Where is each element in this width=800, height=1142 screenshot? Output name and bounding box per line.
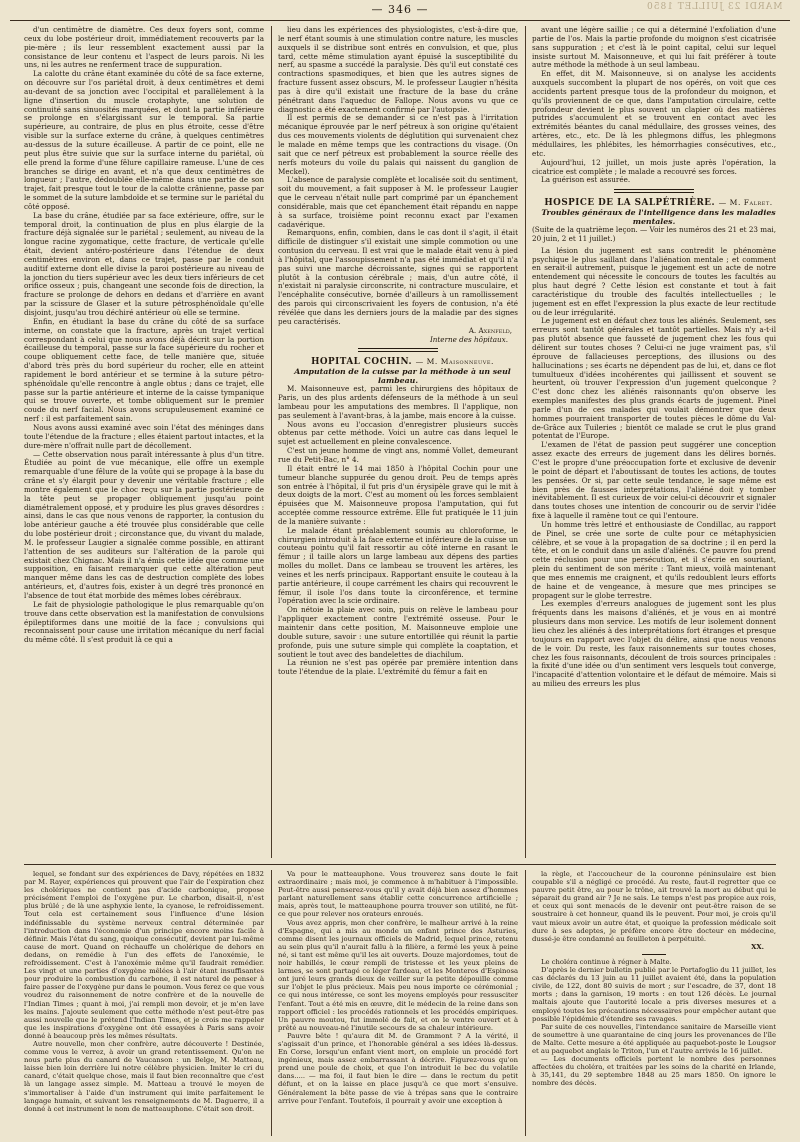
- section-heading: [278, 358, 518, 367]
- paragraph: lieu dans les expériences des physiologistes, c'est-à-dire que, le nerf étant soumis à une stimulation contre nature, les muscles auxquels il se distribue sont entrés en convulsion, et que, plus tard, cette même stimulation ayant épuisé la susceptibilité du nerf, au spasme a succédé la paralysie. Dès qu'il eut constaté ces contractions spasmodiques, et bien que les autres signes de fracture fussent assez obscurs, M. le professeur Laugier n'hésita pas à dire qu'il existait une fracture de la base du crâne pénétrant dans l'aqueduc de Fallope. Nous avons vu que ce diagnostic a été exactement confirmé par l'autopsie.: [278, 26, 518, 114]
- paragraph: La réunion ne s'est pas opérée par première intention dans toute l'étendue de la plaie. L'extrémité du fémur a fait en: [278, 658, 518, 677]
- paragraph: Enfin, en étudiant la base du crâne du côté de sa surface interne, on constate que la fracture, après un trajet vertical correspondant à celui que nous avons déjà décrit sur la portion écailleuse du temporal, passe sur la face supérieure du rocher et coupe obliquement cette face, de telle manière que, située d'abord très près du bord supérieur du rocher, elle en atteint rapidement le bord antérieur et se termine à la suture pétro-sphénoïdale qu'elle rencontre à angle obtus ; dans ce trajet, elle passe sur la partie antérieure et interne de la caisse tympanique qui se trouve ouverte, et tombe obliquement sur le premier coude du nerf facial. Nous avons scrupuleusement examiné ce nerf : il est parfaitement sain.: [24, 316, 264, 424]
- author-role: Interne des hôpitaux.: [429, 334, 508, 344]
- author-signature: A. Axenfeld,: [468, 325, 512, 335]
- paragraph: M. Maisonneuve est, parmi les chirurgiens des hôpitaux de Paris, un des plus ardents défenseurs de la méthode à un seul lambeau pour les amputations des membres. Il l'applique, non pas seulement à l'avant-bras, à la jambe, mais encore à la cuisse.: [278, 384, 518, 420]
- paragraph: Le fait de physiologie pathologique le plus remarquable qu'on trouve dans cette observation est la manifestation de convulsions épileptiformes dans une moitié de la face ; convulsions qui reconnaissent pour cause une irritation mécanique du nerf facial du même côté. Il s'est produit là ce qui a: [24, 599, 264, 645]
- paragraph: Nous avons aussi examiné avec soin l'état des méninges dans toute l'étendue de la fracture ; elles étaient partout intactes, et la dure-mère n'offrait nulle part de décollement.: [24, 422, 264, 450]
- section-separator: [358, 348, 438, 352]
- paragraph: lequel, se fondant sur des expériences de Davy, répétées en 1832 par M. Rayer, expériences qui prouvent que l'air de l'expiration chez les cholériques ne contient pas d'acide carbonique, propose précisément l'emploi de l'oxygène pur. Le charbon, disait-il, n'est plus brûlé ; de là une asphyxie lente, la cyanose, le refroidissement. Tout cela est certainement sous l'influence d'une lésion indéfinissable du système nerveux central déterminée par l'introduction dans l'économie d'un principe encore moins facile à définir. Mais l'état du sang, quoique consécutif, devient par lui-même cause de mort. Quand on réchauffe un cholérique de dehors en dedans, on remédie à l'un des effets de l'anoxémie, le refroidissement. C'est à l'anoxémie même qu'il faudrait remédier. Les vingt et une parties d'oxygène mêlées à l'air étant insuffisantes pour produire la combustion du carbone, il est naturel de penser à faire passer de l'oxygène pur dans le poumon. Vous ferez ce que vous voudrez du raisonnement de notre confrère et de la nouvelle de l'Indian Times ; quant à moi, j'ai rempli mon devoir, et je m'en lave les mains. J'ajoute seulement que cette méthode n'est peut-être pas aussi nouvelle que le prétend l'Indian Times, et je crois me rappeler que les inspirations d'oxygène ont été essayées à Paris sans avoir donné à beaucoup près les mêmes résultats.: [24, 870, 264, 1040]
- page-number: — 346 —: [371, 3, 429, 16]
- paragraph: L'absence de paralysie complète et localisée soit du sentiment, soit du mouvement, a fait supposer à M. le professeur Laugier que le cerveau n'était nulle part comprimé par un épanchement considérable, mais que cet épanchement était répandu en nappe à sa surface, troisième point reconnu exact par l'examen cadavérique.: [278, 175, 518, 229]
- paragraph: la règle, et l'accoucheur de la couronne péninsulaire est bien coupable s'il a négligé ce procédé. Au reste, faut-il regretter que ce pauvre petit être, au pour le trône, ait trouvé la mort au début qui le séparait du grand air ? Je ne sais. Le temps n'est pas propice aux rois, et ceux qui sont menacés de le devenir ont peut-être raison de se soustraire à cet honneur, quand ils le peuvent. Pour moi, je crois qu'il vaut mieux avoir un autre état, et quoique la profession médicale soit dure à ses adeptes, je préfère encore être docteur en médecine, dussé-je être condamné au feuilleton à perpétuité.: [532, 870, 776, 943]
- header-rule: [10, 20, 790, 21]
- paragraph: Le choléra continue à régner à Malte.: [541, 957, 672, 966]
- news-separator: [642, 954, 666, 955]
- paragraph: En effet, dit M. Maisonneuve, si on analyse les accidents auxquels succombent la plupart de nos opérés, on voit que ces accidents partent presque tous de la profondeur du moignon, et qu'ils proviennent de ce que, dans l'amputation circulaire, cette profondeur devient le plus souvent un clapier où des matières putrides s'accumulent et se trouvent en contact avec les extrémités béantes du canal médullaire, des grosses veines, des artères, etc., etc. De là les phlegmons diffus, les phlegmons médullaires, les phlébites, les hémorrhagies consécutives, etc., etc.: [532, 69, 776, 158]
- series-note: (Suite de la quatrième leçon. — Voir les numéros des 21 et 23 mai, 20 juin, 2 et 11 juillet.): [532, 225, 776, 243]
- paragraph: Remarquons, enfin, combien, dans le cas dont il s'agit, il était difficile de distinguer s'il existait une simple commotion ou une contusion du cerveau. Il est vrai que le malade était venu à pied à l'hôpital, que l'assoupissement n'a pas été immédiat et qu'il n'a pas suivi une marche décroissante, signes qui se rapportent plutôt à la contusion cérébrale ; mais, d'un autre côté, il n'existait ni paralysie circonscrite, ni contracture musculaire, et l'encéphalite consécutive, bornée d'ailleurs à un ramollissement des parois qui circonscrivaient les foyers de contusion, n'a été révélée que dans les derniers jours de la maladie par des signes peu caractérisés.: [278, 228, 518, 326]
- column-divider: [525, 26, 526, 858]
- paragraph: Vous avez appris, mon cher confrère, le malheur arrivé à la reine d'Espagne, qui a mis au monde un enfant prince des Asturies, comme disent les journaux officiels de Madrid, lequel prince, retenu au sein plus qu'il n'aurait fallu à la filière, a fermé les yeux à peine né, si tant est même qu'il les ait ouverts. Douze majordomes, tout de noir habillés, le cœur rempli de tristesse et les yeux pleins de larmes, se sont partagé ce léger fardeau, et les Monteros d'Espinosa ont juré leurs grands dieux de veiller sur la petite dépouille comme sur l'objet le plus précieux. Mais peu nous importe ce cérémonial ; ce qui nous intéresse, ce sont les moyens employés pour ressusciter l'enfant. Tout a été mis en œuvre, dit le médecin de la reine dans son rapport officiel : les procédés rationnels et les procédés empiriques. Un pauvre moutou, fut immolé de fait, et on le ventre ouvert et à prêté au nouveau-né l'inutile secours de sa chaleur intérieure.: [278, 918, 518, 1032]
- paragraph: Un homme très lettré et enthousiaste de Condillac, au rapport de Pinel, se crée une sorte de culte pour ce métaphysicien célèbre, et se voue à la propagation de sa doctrine ; il en perd la tête, et on le conduit dans un asile d'aliénés. Ce pauvre fou prend cette réclusion pour une persécution, et il s'écrie en souriant, plein du sentiment de son mérite : Tant mieux, voilà maintenant que mes ennemis me craignent, et qu'ils redoublent leurs efforts de haine et de vengeance, à mesure que mes principes se propagent sur le globe terrestre.: [532, 519, 776, 600]
- feuilleton-column-1: [24, 870, 264, 1136]
- paragraph: Pauvre bête ! qu'aura dit M. de Grammont ? A la vérité, il s'agissait d'un prince, et l'honorable général a ses idées là-dessus. En Corse, lorsqu'un enfant vient mort, on emploie un procédé fort ingénieux, mais assez embarrassant à décrire. Figurez-vous qu'on prend une poule de choix, et que l'on introduit le bec du volatile dans..... — ma foi, il faut bien le dire — dans le rectum du petit défunt, et on la laisse en place jusqu'à ce que mort s'ensuive. Généralement la bête passe de vie à trépas sans que le contraire arrive pour l'enfant. Toutefois, il pourrait y avoir une exception à: [278, 1031, 518, 1105]
- hospital-name: HOPITAL COCHIN.: [311, 357, 413, 368]
- paragraph: La base du crâne, étudiée par sa face extérieure, offre, sur le temporal droit, la continuation de plus en plus élargie de la fracture déjà signalée sur le pariétal ; seulement, au niveau de la longue racine zygomatique, cette fracture, de verticale qu'elle était, devient antéro-postérieure dans l'étendue de deux centimètres environ et, dans ce trajet, passe par le conduit auditif externe dont elle divise la paroi postérieure au niveau de la jonction du tiers supérieur avec les deux tiers inférieurs de cet orifice osseux ; puis, changeant une seconde fois de direction, la fracture se prolonge de dehors en dedans et d'arrière en avant par la scissure de Glaser et la suture pétrosphénoïdale qu'elle disjoint, jusqu'au trou déchiré antérieur où elle se termine.: [24, 210, 264, 317]
- chief-name: — M. Maisonneuve.: [415, 357, 494, 367]
- column-3: [532, 26, 776, 858]
- article-subheading: Amputation de la cuisse par la méthode à un seul lambeau.: [294, 367, 511, 386]
- paragraph: Va pour le matteauphone. Vous trouverez sans doute le fait extraordinaire ; mais moi, je commence à m'habituer à l'impossible. Peut-être aussi penserez-vous qu'il y avait déjà bien assez d'hommes parlant naturellement sans établir cette concurrence artificielle ; mais, après tout, le matteauphone pourra trouver son utilité, ne fût-ce que pour relever nos orateurs enroués.: [278, 870, 518, 919]
- column-1: [24, 26, 264, 858]
- paragraph: La calotte du crâne étant examinée du côté de sa face externe, on découvre sur l'os pariétal droit, à deux centimètres et demi au-devant de sa jonction avec l'occipital et parallèlement à la ligne d'insertion du muscle crotaphyte, une solution de continuité sans sinuosités marquées, et dont la partie inférieure se prolonge en s'élargissant sur le temporal. Sa partie supérieure, au contraire, de plus en plus étroite, cesse d'être visible sur la surface externe du crâne, à quelques centimètres au-dessus de la suture écailleuse. A partir de ce point, elle ne peut plus être suivie que sur la surface interne du pariétal, où elle prend la forme d'une fêlure capillaire rameuse. L'une de ces branches se dirige en avant, et n'a que deux centimètres de longueur ; l'autre, dédoublée elle-même dans une partie de son trajet, fait presque tout le tour de la calotte crânienne, passe par le sommet de la suture lambdoïde et se termine sur le pariétal du côté opposé.: [24, 69, 264, 211]
- feuilleton-signature: XX.: [751, 942, 764, 951]
- paragraph: avant une légère saillie ; ce qui a déterminé l'exfoliation d'une partie de l'os. Mais la partie profonde du moignon s'est cicatrisée sans suppuration ; et c'est là le point capital, celui sur lequel insiste surtout M. Maisonneuve, et qui lui fait préférer à toute autre méthode la méthode à un seul lambeau.: [532, 26, 776, 70]
- column-divider: [271, 26, 272, 858]
- paragraph: Par suite de ces nouvelles, l'intendance sanitaire de Marseille vient de soumettre à une quarantaine de cinq jours les provenances de l'île de Malte. Cette mesure a été appliquée au paquebot-poste le Lougsor et au paquebot anglais le Triton, l'un et l'autre arrivés le 16 juillet.: [532, 1022, 776, 1055]
- paragraph: Les exemples d'erreurs analogues de jugement sont les plus fréquents dans les maisons d'aliénés, et je vous en ai montré plusieurs dans mon service. Les motifs de leur isolement donnent lieu chez les aliénés à des interprétations fort étranges et presque toujours en rapport avec l'objet du délire, ainsi que nous venons de le voir. Du reste, les faux raisonnements sur toutes choses, chez les fous raisonnants, découlent de trois sources principales : la fixité d'une idée ou d'un sentiment vers lesquels tout converge, l'incapacité d'attention volontaire et le défaut de mémoire. Mais si au milieu des erreurs les plus: [532, 599, 776, 689]
- paragraph: D'après le dernier bulletin publié par le Portafoglio du 11 juillet, les cas déclarés du 13 juin au 11 juillet avaient été, dans la population civile, de 122, dont 80 suivis de mort ; sur l'escadre, de 37, dont 18 morts ; dans la garnison, 19 morts : en tout 126 décès. Le journal maltais ajoute que l'autorité locale a pris diverses mesures et a employé toutes les précautions nécessaires pour empêcher autant que possible l'épidémie d'étendre ses ravages.: [532, 966, 776, 1023]
- hospital-name: HOSPICE DE LA SALPÉTRIÈRE.: [544, 198, 716, 209]
- feuilleton-rule: [24, 864, 776, 865]
- paragraph: Aujourd'hui, 12 juillet, un mois juste après l'opération, la cicatrice est complète ; le malade a recouvré ses forces.: [532, 157, 776, 176]
- paragraph: d'un centimètre de diamètre. Ces deux foyers sont, comme ceux du lobe postérieur droit, immédiatement recouverts par la pie-mère ; ils leur ressemblent exactement aussi par la consistance de leur contenu et l'aspect de leurs parois. Ni les uns, ni les autres ne renferment trace de suppuration.: [24, 26, 264, 70]
- paragraph: Il est permis de se demander si ce n'est pas à l'irritation mécanique éprouvée par le nerf pétreux à son origine qu'étaient dus ces mouvements violents de déglutition qui survenaient chez le malade en même temps que les contractions du visage. (On sait que ce nerf pétreux est probablement la source réelle des nerfs moteurs du voile du palais qui naissent du ganglion de Meckel).: [278, 113, 518, 176]
- paragraph: Il était entré le 14 mai 1850 à l'hôpital Cochin pour une tumeur blanche suppurée du genou droit. Peu de temps après son entrée à l'hôpital, il fut pris d'un érysipèle grave qui le mit à deux doigts de la mort. C'est au moment où les forces semblaient épuisées que M. Maisonneuve proposa l'amputation, qui fut acceptée comme ressource extrême. Elle fut pratiquée le 11 juin de la manière suivante :: [278, 463, 518, 526]
- bleed-through-text: MARDI 23 JUILLET 1850: [645, 2, 782, 12]
- paragraph: La lésion du jugement est sans contredit le phénomène psychique le plus saillant dans l'aliénation mentale ; et comment en serait-il autrement, puisque le jugement est un acte de notre entendement qui nécessite le concours de toutes les facultés au plus haut degré ? Cette lésion est constante et tout à fait caractéristique du trouble des facultés intellectuelles ; le jugement est en effet l'expression la plus exacte de leur rectitude ou de leur irrégularité.: [532, 245, 776, 317]
- section-heading: [532, 199, 776, 208]
- paragraph: Le malade étant préalablement soumis au chloroforme, le chirurgien introduit à la face externe et inférieure de la cuisse un couteau pointu qu'il fait ressortir au côté interne en rasant le fémur ; il taille alors un large lambeau aux dépens des parties molles du mollet. Dans ce lambeau se trouvent les artères, les veines et les nerfs principaux. Rapportant ensuite le couteau à la partie antérieure, il coupe carrément les chairs qui recouvrent le fémur, il isole l'os dans toute la circonférence, et termine l'opération avec la scie ordinaire.: [278, 525, 518, 606]
- column-divider: [271, 870, 272, 1136]
- paragraph: L'examen de l'état de passion peut suggérer une conception assez exacte des erreurs de jugement dans les délires bornés. C'est le propre d'une préoccupation forte et exclusive de devenir le point de départ et l'aboutissant de toutes les actions, de toutes les pensées. Or si, par cette seule tendance, le sage même est bien près de fausses interprétations, l'aliéné doit y tomber inévitablement. Il est curieux de voir celui-ci découvrir et signaler dans toutes choses une intention de concourir ou de servir l'idée fixe à laquelle il ramène tout ce qui l'entoure.: [532, 440, 776, 521]
- paragraph: La guérison est assurée.: [541, 175, 631, 185]
- column-2: [278, 26, 518, 858]
- paragraph: Autre nouvelle, mon cher confrère, autre découverte ! Destinée, comme vous le verrez, à avoir un grand retentissement. Qu'on ne nous parle plus du canard de Vaucanson : un Belge, M. Matteau, laisse bien loin derrière lui notre célèbre physicien. Imiter le cri du canard, c'était quelque chose, mais il faut bien reconnaître que c'est là un langage assez simple. M. Matteau a trouvé le moyen de s'immortaliser à l'aide d'un instrument qui imite parfaitement le langage humain, et suivant les renseignements de M. Daguerre, il a donné à cet instrument le nom de matteauphone. C'était son droit.: [24, 1039, 264, 1113]
- section-separator: [614, 189, 694, 193]
- article-subheading: Troubles généraux de l'intelligence dans les maladies mentales.: [541, 208, 776, 227]
- column-divider: [525, 870, 526, 1136]
- paragraph: — Cette observation nous paraît intéressante à plus d'un titre. Étudiée au point de vue mécanique, elle offre un exemple remarquable d'une fêlure de la voûte qui se propage à la base du crâne et s'y élargit pour y devenir une véritable fracture ; elle montre également que le choc reçu sur la partie postérieure de la tête peut se propager obliquement jusqu'au point diamétralement opposé, et y produire les plus graves désordres : ainsi, dans le cas que nous venons de rapporter, la contusion du lobe antérieur gauche a été trouvée plus considérable que celle du lobe postérieur droit ; circonstance que, du vivant du malade, M. le professeur Laugier a signalée comme possible, en attirant l'attention de ses auditeurs sur l'altération de la parole qui existait chez Chignac. Mais il n'a émis cette idée que comme une supposition, en faisant remarquer que cette altération peut manquer même dans les cas de destruction complète des lobes antérieurs, et, d'autres fois, exister à un degré très prononcé en l'absence de tout état morbide des mêmes lobes cérébraux.: [24, 449, 264, 600]
- feuilleton-column-3: [532, 870, 776, 1136]
- paragraph: Nous avons eu l'occasion d'enregistrer plusieurs succès obtenus par cette méthode. Voici un autre cas dans lequel le sujet est actuellement en pleine convalescence.: [278, 419, 518, 447]
- feuilleton-column-2: [278, 870, 518, 1136]
- paragraph: — Les documents officiels portent le nombre des personnes affectées du choléra, et traitées par les soins de la charité en Irlande, à 35,141, du 29 septembre 1848 au 25 mars 1850. On ignore le nombre des décès.: [532, 1055, 776, 1088]
- paragraph: On nétoie la plaie avec soin, puis on relève le lambeau pour l'appliquer exactement contre l'extrémité osseuse. Pour le maintenir dans cette position, M. Maisonneuve emploie une double suture, savoir : une suture entortillée qui réunit la partie profonde, puis une suture simple qui complète la coaptation, et soutient le tout avec des bandelettes de diachilum.: [278, 605, 518, 659]
- paragraph: C'est un jeune homme de vingt ans, nommé Vollet, demeurant rue du Petit-Bac, n° 4.: [278, 446, 518, 464]
- chief-name: — M. Falret.: [718, 198, 773, 208]
- paragraph: Le jugement est en défaut chez tous les aliénés. Seulement, ses erreurs sont tantôt générales et tantôt partielles. Mais n'y a-t-il pas plutôt absence que fausseté de jugement chez les fous qui délirent sur toutes choses ? Celui-ci ne juge vraiment pas, s'il éprouve de fallacieuses perceptions, des illusions ou des hallucinations ; ses écarts ne dépendent pas de lui, et, dans ce flot tumultueux d'idées incohérentes qui jaillissent et souvent se heurtent, où trouver l'expression d'un jugement quelconque ? C'est donc chez les aliénés raisonnants qu'on observe les exemples manifestes des plus grands écarts de jugement. Pinel parle d'un de ces malades qui voulait démontrer que deux hommes pourraient transporter de toutes pièces le dôme du Val-de-Grâce aux Tuileries ; bientôt ce malade se crut le plus grand potentat de l'Europe.: [532, 316, 776, 441]
